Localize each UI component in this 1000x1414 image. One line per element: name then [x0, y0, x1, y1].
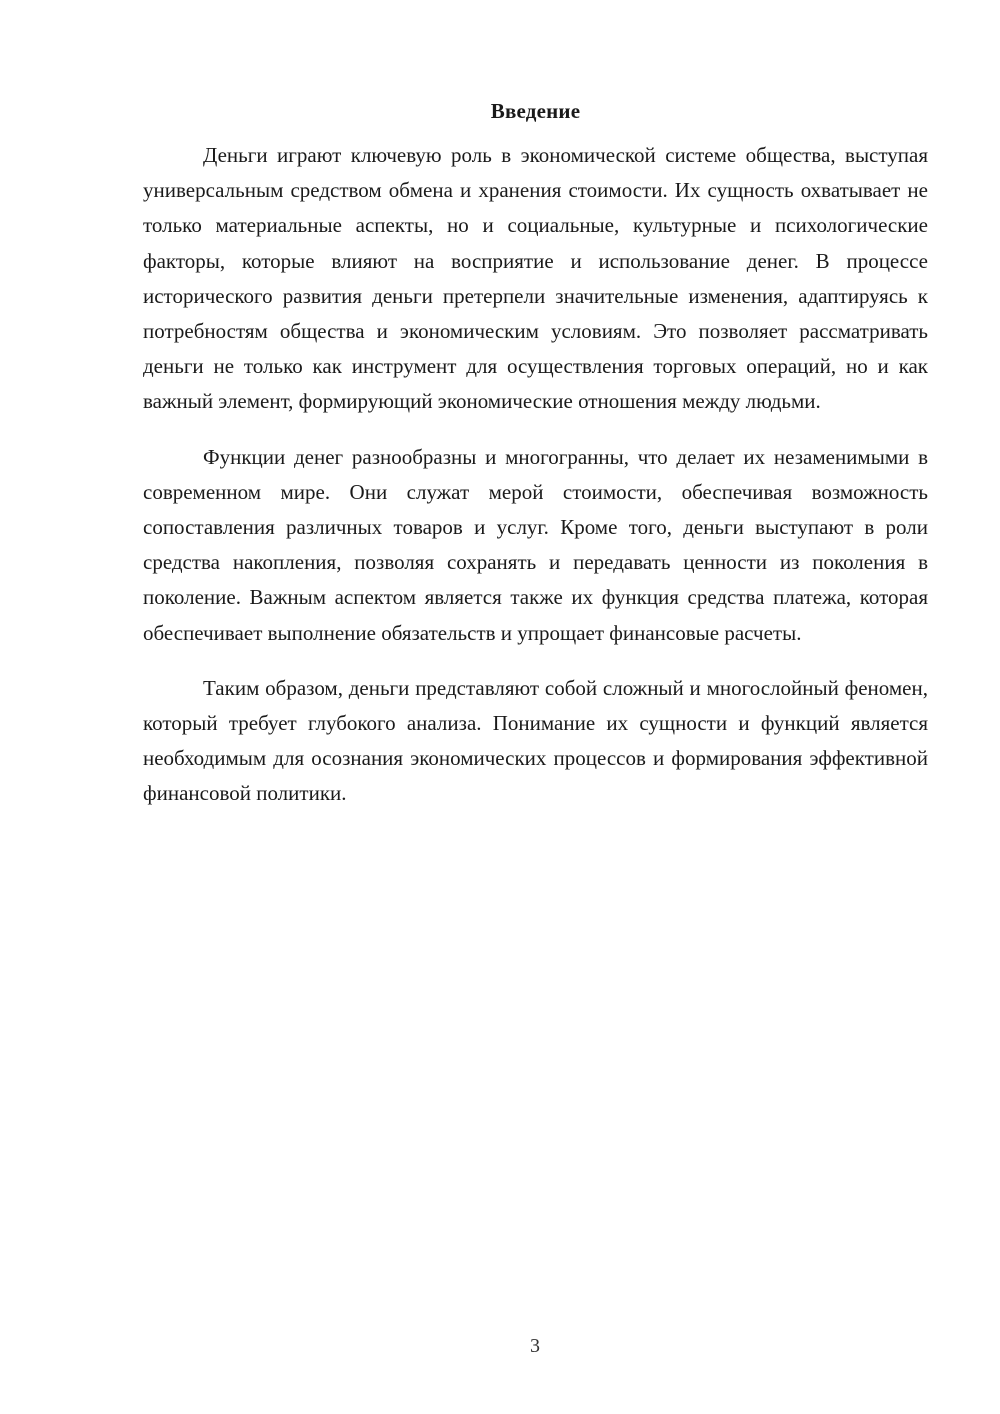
paragraph-3: Таким образом, деньги представляют собой сложный и многослойный феномен, который требует глубокого анализа. Понимание их сущности и функций является необходимым для осознания экономических процессов и формирования эффективной финансовой политики.: [143, 675, 928, 806]
page-content: [143, 96, 928, 832]
page-number: 3: [530, 1335, 540, 1357]
paragraph-1: Деньги играют ключевую роль в экономической системе общества, выступая универсальным средством обмена и хранения стоимости. Их сущность охватывает не только материальные аспекты, но и социальные, культурные и психологические факторы, которые влияют на восприятие и использование денег. В процессе исторического развития деньги претерпели значительные изменения, адаптируясь к потребностям общества и экономическим условиям. Это позволяет рассматривать деньги не только как инструмент для осуществления торговых операций, но и как важный элемент, формирующий экономические отношения между людьми.: [143, 143, 928, 414]
section-heading: Введение: [490, 99, 581, 123]
paragraph-2: Функции денег разнообразны и многогранны, что делает их незаменимыми в современном мире. Они служат мерой стоимости, обеспечивая возможность сопоставления различных товаров и услуг. Кроме того, деньги выступают в роли средства накопления, позволяя сохранять и передавать ценности из поколения в поколение. Важным аспектом является также их функция средства платежа, которая обеспечивает выполнение обязательств и упрощает финансовые расчеты.: [143, 444, 928, 645]
